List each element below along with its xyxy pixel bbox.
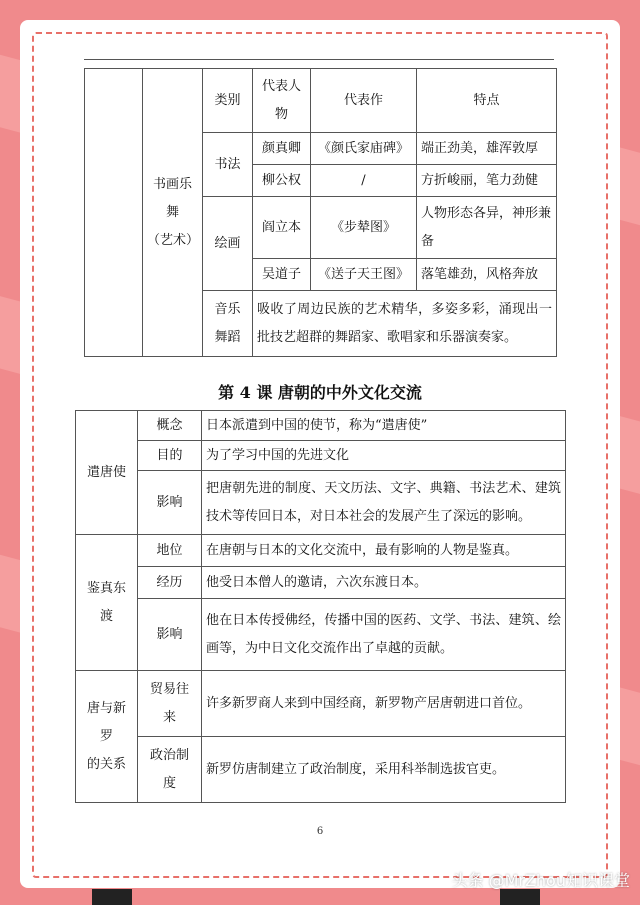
row-value: 日本派遣到中国的使节，称为“遣唐使” bbox=[202, 411, 566, 441]
music-dance-label: 音乐 舞蹈 bbox=[203, 291, 253, 357]
work-cell: / bbox=[311, 165, 417, 197]
header-work: 代表作 bbox=[311, 69, 417, 133]
row-key: 经历 bbox=[138, 567, 202, 599]
row-key: 政治制 度 bbox=[138, 737, 202, 803]
lesson-title: 第 4 课 唐朝的中外文化交流 bbox=[218, 383, 422, 402]
person-cell: 阎立本 bbox=[253, 197, 311, 259]
jianzhen-label: 鉴真东 渡 bbox=[76, 535, 138, 671]
row-value: 把唐朝先进的制度、天文历法、文字、典籍、书法艺术、建筑技术等传回日本，对日本社会的发展产生了深远的影响。 bbox=[202, 471, 566, 535]
row-key: 影响 bbox=[138, 471, 202, 535]
row-value: 为了学习中国的先进文化 bbox=[202, 441, 566, 471]
work-cell: 《步辇图》 bbox=[311, 197, 417, 259]
feature-cell: 落笔雄劲，风格奔放 bbox=[417, 259, 557, 291]
work-cell: 《颜氏家庙碑》 bbox=[311, 133, 417, 165]
envoys-label: 遣唐使 bbox=[76, 411, 138, 535]
music-dance-text: 吸收了周边民族的艺术精华，多姿多彩，涌现出一批技艺超群的舞蹈家、歌唱家和乐器演奏家。 bbox=[253, 291, 557, 357]
header-rule bbox=[84, 59, 554, 60]
blank-cell bbox=[85, 69, 143, 357]
row-key: 地位 bbox=[138, 535, 202, 567]
silla-label: 唐与新 罗 的关系 bbox=[76, 671, 138, 803]
page-number: 6 bbox=[316, 826, 324, 837]
arts-table bbox=[84, 68, 557, 357]
person-cell: 柳公权 bbox=[253, 165, 311, 197]
row-key: 贸易往 来 bbox=[138, 671, 202, 737]
painting-label: 绘画 bbox=[203, 197, 253, 291]
row-key: 影响 bbox=[138, 599, 202, 671]
row-value: 在唐朝与日本的文化交流中，最有影响的人物是鉴真。 bbox=[202, 535, 566, 567]
feature-cell: 端正劲美，雄浑敦厚 bbox=[417, 133, 557, 165]
header-category: 类别 bbox=[203, 69, 253, 133]
feature-cell: 人物形态各异，神形兼备 bbox=[417, 197, 557, 259]
person-cell: 颜真卿 bbox=[253, 133, 311, 165]
footer-tab bbox=[92, 889, 132, 905]
feature-cell: 方折峻丽，笔力劲健 bbox=[417, 165, 557, 197]
row-value: 新罗仿唐制建立了政治制度，采用科举制选拔官吏。 bbox=[202, 737, 566, 803]
exchange-table bbox=[75, 410, 566, 803]
work-cell: 《送子天王图》 bbox=[311, 259, 417, 291]
row-key: 概念 bbox=[138, 411, 202, 441]
row-value: 他受日本僧人的邀请，六次东渡日本。 bbox=[202, 567, 566, 599]
footer-tab bbox=[500, 889, 540, 905]
person-cell: 吴道子 bbox=[253, 259, 311, 291]
watermark: 头条 @MrZhou知识课堂 bbox=[451, 871, 630, 890]
header-person: 代表人 物 bbox=[253, 69, 311, 133]
arts-category-cell: 书画乐 舞 （艺术） bbox=[143, 69, 203, 357]
calligraphy-label: 书法 bbox=[203, 133, 253, 197]
row-value: 他在日本传授佛经，传播中国的医药、文学、书法、建筑、绘画等，为中日文化交流作出了卓越的贡献。 bbox=[202, 599, 566, 671]
header-feature: 特点 bbox=[417, 69, 557, 133]
row-value: 许多新罗商人来到中国经商，新罗物产居唐朝进口首位。 bbox=[202, 671, 566, 737]
row-key: 目的 bbox=[138, 441, 202, 471]
